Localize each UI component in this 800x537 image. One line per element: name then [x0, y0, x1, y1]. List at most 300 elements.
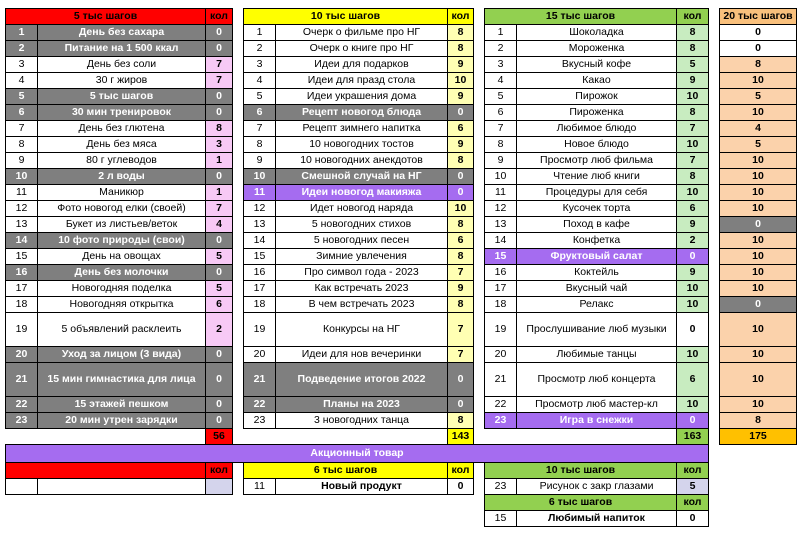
- count-10k: 10: [448, 73, 474, 89]
- task-15k: Любимые танцы: [517, 347, 677, 363]
- task-15k: Просмотр люб мастер-кл: [517, 397, 677, 413]
- count-20k: 8: [720, 57, 797, 73]
- task-15k: Вкусный кофе: [517, 57, 677, 73]
- header-5k-kol: кол: [206, 9, 233, 25]
- row-number-10k: 12: [244, 201, 276, 217]
- spacer: [474, 397, 485, 413]
- count-5k: 3: [206, 137, 233, 153]
- row-number-10k: 17: [244, 281, 276, 297]
- header-20k: 20 тыс шагов: [720, 9, 797, 25]
- count-5k: 0: [206, 347, 233, 363]
- table-row: [6, 217, 797, 233]
- count-10k: 9: [448, 89, 474, 105]
- row-number-10k: 18: [244, 297, 276, 313]
- spacer: [233, 363, 244, 397]
- count-15k: 10: [677, 281, 709, 297]
- blank: [6, 429, 206, 445]
- spacer: [709, 57, 720, 73]
- spacer: [474, 281, 485, 297]
- count-5k: 0: [206, 397, 233, 413]
- row-number-10k: 13: [244, 217, 276, 233]
- row-number-10k: 16: [244, 265, 276, 281]
- spacer: [474, 153, 485, 169]
- count-20k: 10: [720, 233, 797, 249]
- spacer: [709, 105, 720, 121]
- table-row: [6, 137, 797, 153]
- count-10k: 8: [448, 217, 474, 233]
- task-5k: День без мяса: [38, 137, 206, 153]
- task-5k: 10 фото природы (свои): [38, 233, 206, 249]
- task-5k: Букет из листьев/веток: [38, 217, 206, 233]
- steps-table: [5, 8, 797, 527]
- row-number-10k: 4: [244, 73, 276, 89]
- row-number-5k: 14: [6, 233, 38, 249]
- task-10k: Идеи для нов вечеринки: [276, 347, 448, 363]
- spacer: [233, 347, 244, 363]
- row-number-15k: 14: [485, 233, 517, 249]
- count-20k: 10: [720, 201, 797, 217]
- promo-10k-task: Рисунок с закр глазами: [517, 479, 677, 495]
- spacer: [233, 413, 244, 429]
- row-number-15k: 23: [485, 413, 517, 429]
- promo-6k-number: 11: [244, 479, 276, 495]
- count-10k: 7: [448, 265, 474, 281]
- count-10k: 8: [448, 413, 474, 429]
- promo-empty-kol: [206, 479, 233, 495]
- table-row: [6, 41, 797, 57]
- task-10k: Рецепт новогод блюда: [276, 105, 448, 121]
- task-5k: Питание на 1 500 ккал: [38, 41, 206, 57]
- spacer: [474, 121, 485, 137]
- row-number-5k: 9: [6, 153, 38, 169]
- count-10k: 8: [448, 297, 474, 313]
- spacer: [474, 297, 485, 313]
- row-number-5k: 18: [6, 297, 38, 313]
- count-5k: 1: [206, 153, 233, 169]
- table-row: [6, 249, 797, 265]
- task-15k: Чтение люб книги: [517, 169, 677, 185]
- task-15k: Кусочек торта: [517, 201, 677, 217]
- total-10k: 143: [448, 429, 474, 445]
- total-5k: 56: [206, 429, 233, 445]
- row-number-5k: 17: [6, 281, 38, 297]
- row-number-5k: 7: [6, 121, 38, 137]
- row-number-10k: 8: [244, 137, 276, 153]
- spacer: [474, 217, 485, 233]
- table-row: [6, 201, 797, 217]
- spacer: [233, 397, 244, 413]
- row-number-5k: 1: [6, 25, 38, 41]
- spacer: [474, 201, 485, 217]
- count-15k: 7: [677, 153, 709, 169]
- promo-6kb-task: Любимый напиток: [517, 511, 677, 527]
- task-10k: 3 новогодних танца: [276, 413, 448, 429]
- count-5k: 7: [206, 57, 233, 73]
- count-10k: 6: [448, 121, 474, 137]
- task-15k: Просмотр люб фильма: [517, 153, 677, 169]
- task-10k: Планы на 2023: [276, 397, 448, 413]
- spacer: [233, 429, 244, 445]
- promo-6k-task: Новый продукт: [276, 479, 448, 495]
- spacer: [709, 463, 720, 479]
- task-10k: Как встречать 2023: [276, 281, 448, 297]
- spacer: [709, 233, 720, 249]
- spacer: [709, 89, 720, 105]
- task-15k: Любимое блюдо: [517, 121, 677, 137]
- spacer: [709, 185, 720, 201]
- blank: [720, 495, 797, 511]
- count-10k: 8: [448, 41, 474, 57]
- spacer: [474, 313, 485, 347]
- task-5k: День на овощах: [38, 249, 206, 265]
- count-15k: 9: [677, 265, 709, 281]
- row-number-5k: 12: [6, 201, 38, 217]
- count-20k: 10: [720, 105, 797, 121]
- table-row: [6, 57, 797, 73]
- row-number-15k: 10: [485, 169, 517, 185]
- spacer: [233, 463, 244, 479]
- spacer: [233, 185, 244, 201]
- row-number-10k: 7: [244, 121, 276, 137]
- promo-6kb-count: 0: [677, 511, 709, 527]
- table-row: [6, 297, 797, 313]
- count-15k: 0: [677, 249, 709, 265]
- task-5k: День без соли: [38, 57, 206, 73]
- blank: [720, 511, 797, 527]
- table-row: [6, 233, 797, 249]
- count-10k: 0: [448, 363, 474, 397]
- row-number-5k: 5: [6, 89, 38, 105]
- count-5k: 0: [206, 89, 233, 105]
- count-15k: 8: [677, 25, 709, 41]
- task-10k: Очерк о фильме про НГ: [276, 25, 448, 41]
- count-5k: 0: [206, 41, 233, 57]
- count-20k: 8: [720, 413, 797, 429]
- table-row: [6, 25, 797, 41]
- row-number-10k: 5: [244, 89, 276, 105]
- promo-header-6k-b: 6 тыс шагов: [485, 495, 677, 511]
- table-row: [6, 397, 797, 413]
- count-20k: 10: [720, 363, 797, 397]
- row-number-15k: 7: [485, 121, 517, 137]
- promo-header-10k-kol: кол: [677, 463, 709, 479]
- spacer: [474, 73, 485, 89]
- promo-empty-num: [6, 479, 38, 495]
- count-10k: 0: [448, 105, 474, 121]
- count-5k: 7: [206, 73, 233, 89]
- count-5k: 2: [206, 313, 233, 347]
- row-number-15k: 4: [485, 73, 517, 89]
- task-15k: Какао: [517, 73, 677, 89]
- spacer: [233, 313, 244, 347]
- count-20k: 10: [720, 153, 797, 169]
- task-15k: Вкусный чай: [517, 281, 677, 297]
- blank: [244, 511, 276, 527]
- row-number-10k: 3: [244, 57, 276, 73]
- task-10k: 10 новогодних анекдотов: [276, 153, 448, 169]
- promo-header-5k: [6, 463, 206, 479]
- count-10k: 7: [448, 347, 474, 363]
- task-10k: Подведение итогов 2022: [276, 363, 448, 397]
- promo-6kb-number: 15: [485, 511, 517, 527]
- row-number-5k: 6: [6, 105, 38, 121]
- spacer: [709, 249, 720, 265]
- blank: [474, 495, 485, 511]
- blank: [448, 511, 474, 527]
- row-number-15k: 8: [485, 137, 517, 153]
- spacer: [709, 265, 720, 281]
- task-10k: Конкурсы на НГ: [276, 313, 448, 347]
- promo-header-5k-kol: кол: [206, 463, 233, 479]
- spacer: [709, 397, 720, 413]
- row-number-10k: 2: [244, 41, 276, 57]
- row-number-15k: 17: [485, 281, 517, 297]
- table-row: [6, 313, 797, 347]
- spacer: [709, 313, 720, 347]
- row-number-15k: 6: [485, 105, 517, 121]
- spacer: [709, 41, 720, 57]
- task-15k: Мороженка: [517, 41, 677, 57]
- header-10k: 10 тыс шагов: [244, 9, 448, 25]
- count-15k: 10: [677, 297, 709, 313]
- task-5k: 15 мин гимнастика для лица: [38, 363, 206, 397]
- task-5k: День без сахара: [38, 25, 206, 41]
- count-10k: 8: [448, 25, 474, 41]
- promo-10k-count: 5: [677, 479, 709, 495]
- task-10k: Идеи украшения дома: [276, 89, 448, 105]
- table-row: [6, 185, 797, 201]
- count-15k: 10: [677, 137, 709, 153]
- count-5k: 0: [206, 105, 233, 121]
- count-15k: 8: [677, 105, 709, 121]
- task-15k: Игра в снежки: [517, 413, 677, 429]
- task-15k: Пироженка: [517, 105, 677, 121]
- count-5k: 0: [206, 169, 233, 185]
- task-10k: Идеи для празд стола: [276, 73, 448, 89]
- header-15k: 15 тыс шагов: [485, 9, 677, 25]
- blank: [720, 445, 797, 463]
- count-10k: 7: [448, 313, 474, 347]
- promo-10k-number: 23: [485, 479, 517, 495]
- task-10k: 5 новогодних песен: [276, 233, 448, 249]
- count-20k: 10: [720, 73, 797, 89]
- promo-6k-count: 0: [448, 479, 474, 495]
- header-10k-kol: кол: [448, 9, 474, 25]
- row-number-5k: 2: [6, 41, 38, 57]
- count-10k: 10: [448, 201, 474, 217]
- spacer: [709, 201, 720, 217]
- spacer: [709, 281, 720, 297]
- task-15k: Релакс: [517, 297, 677, 313]
- spacer: [233, 153, 244, 169]
- spacer: [709, 445, 720, 463]
- count-10k: 6: [448, 233, 474, 249]
- table-row: [6, 121, 797, 137]
- spacer: [233, 121, 244, 137]
- count-20k: 10: [720, 185, 797, 201]
- count-20k: 10: [720, 281, 797, 297]
- count-20k: 5: [720, 89, 797, 105]
- row-number-15k: 15: [485, 249, 517, 265]
- spacer: [709, 363, 720, 397]
- spacer: [233, 89, 244, 105]
- spacer: [233, 73, 244, 89]
- task-10k: Очерк о книге про НГ: [276, 41, 448, 57]
- spacer: [709, 121, 720, 137]
- task-10k: Рецепт зимнего напитка: [276, 121, 448, 137]
- count-5k: 5: [206, 249, 233, 265]
- spacer: [709, 429, 720, 445]
- header-5k: 5 тыс шагов: [6, 9, 206, 25]
- blank: [244, 495, 276, 511]
- count-15k: 8: [677, 41, 709, 57]
- task-15k: Коктейль: [517, 265, 677, 281]
- count-5k: 1: [206, 185, 233, 201]
- count-5k: 7: [206, 201, 233, 217]
- spacer: [233, 297, 244, 313]
- task-5k: Уход за лицом (3 вида): [38, 347, 206, 363]
- row-number-15k: 5: [485, 89, 517, 105]
- task-15k: Поход в кафе: [517, 217, 677, 233]
- blank: [38, 511, 206, 527]
- task-10k: Смешной случай на НГ: [276, 169, 448, 185]
- count-15k: 0: [677, 413, 709, 429]
- promo-title: Акционный товар: [6, 445, 709, 463]
- blank: [448, 495, 474, 511]
- row-number-5k: 10: [6, 169, 38, 185]
- blank: [720, 463, 797, 479]
- count-20k: 0: [720, 41, 797, 57]
- table-row: [6, 347, 797, 363]
- table-row: [6, 363, 797, 397]
- spacer: [233, 137, 244, 153]
- count-15k: 10: [677, 185, 709, 201]
- count-20k: 10: [720, 313, 797, 347]
- row-number-15k: 22: [485, 397, 517, 413]
- count-15k: 9: [677, 73, 709, 89]
- count-20k: 10: [720, 347, 797, 363]
- count-5k: 5: [206, 281, 233, 297]
- count-10k: 0: [448, 185, 474, 201]
- row-number-10k: 21: [244, 363, 276, 397]
- count-20k: 10: [720, 265, 797, 281]
- spacer: [474, 185, 485, 201]
- row-number-10k: 10: [244, 169, 276, 185]
- spacer: [474, 249, 485, 265]
- promo-item-row-b: [6, 511, 797, 527]
- spacer: [709, 297, 720, 313]
- task-5k: Новогодняя открытка: [38, 297, 206, 313]
- spacer: [233, 249, 244, 265]
- table-row: [6, 153, 797, 169]
- task-15k: Просмотр люб концерта: [517, 363, 677, 397]
- spacer: [474, 57, 485, 73]
- spacer: [474, 265, 485, 281]
- table-row: [6, 105, 797, 121]
- row-number-10k: 14: [244, 233, 276, 249]
- task-15k: Фруктовый салат: [517, 249, 677, 265]
- spacer: [474, 363, 485, 397]
- spacer: [474, 89, 485, 105]
- blank: [485, 429, 677, 445]
- row-number-5k: 4: [6, 73, 38, 89]
- promo-header-6k-b-kol: кол: [677, 495, 709, 511]
- spacer: [233, 41, 244, 57]
- count-15k: 8: [677, 169, 709, 185]
- task-5k: 2 л воды: [38, 169, 206, 185]
- promo-header-row: [6, 463, 797, 479]
- count-5k: 0: [206, 233, 233, 249]
- row-number-15k: 16: [485, 265, 517, 281]
- blank: [233, 511, 244, 527]
- spacer: [474, 429, 485, 445]
- count-5k: 4: [206, 217, 233, 233]
- promo-banner-row: [6, 445, 797, 463]
- promo-header-row-b: [6, 495, 797, 511]
- blank: [244, 429, 448, 445]
- spacer: [233, 105, 244, 121]
- promo-item-row: [6, 479, 797, 495]
- count-20k: 10: [720, 397, 797, 413]
- count-5k: 6: [206, 297, 233, 313]
- blank: [276, 511, 448, 527]
- row-number-15k: 1: [485, 25, 517, 41]
- spacer: [233, 281, 244, 297]
- count-15k: 9: [677, 217, 709, 233]
- task-15k: Новое блюдо: [517, 137, 677, 153]
- spacer: [474, 479, 485, 495]
- count-10k: 0: [448, 169, 474, 185]
- count-20k: 0: [720, 297, 797, 313]
- count-15k: 6: [677, 201, 709, 217]
- spacer: [233, 201, 244, 217]
- row-number-10k: 22: [244, 397, 276, 413]
- row-number-15k: 3: [485, 57, 517, 73]
- table-row: [6, 265, 797, 281]
- task-5k: Маникюр: [38, 185, 206, 201]
- count-15k: 10: [677, 397, 709, 413]
- blank: [6, 495, 38, 511]
- header-15k-kol: кол: [677, 9, 709, 25]
- count-10k: 8: [448, 249, 474, 265]
- row-number-15k: 18: [485, 297, 517, 313]
- count-20k: 10: [720, 169, 797, 185]
- row-number-10k: 1: [244, 25, 276, 41]
- row-number-5k: 16: [6, 265, 38, 281]
- task-10k: Зимние увлечения: [276, 249, 448, 265]
- blank: [276, 495, 448, 511]
- blank: [709, 495, 720, 511]
- task-5k: 5 объявлений расклеить: [38, 313, 206, 347]
- row-number-10k: 15: [244, 249, 276, 265]
- header-row: [6, 9, 797, 25]
- task-15k: Конфетка: [517, 233, 677, 249]
- spacer: [233, 479, 244, 495]
- row-number-15k: 21: [485, 363, 517, 397]
- totals-row: [6, 429, 797, 445]
- row-number-5k: 8: [6, 137, 38, 153]
- count-20k: 0: [720, 217, 797, 233]
- row-number-15k: 11: [485, 185, 517, 201]
- row-number-15k: 19: [485, 313, 517, 347]
- row-number-5k: 22: [6, 397, 38, 413]
- blank: [709, 511, 720, 527]
- spacer: [709, 73, 720, 89]
- spacer: [474, 413, 485, 429]
- table-row: [6, 413, 797, 429]
- count-15k: 2: [677, 233, 709, 249]
- blank: [474, 511, 485, 527]
